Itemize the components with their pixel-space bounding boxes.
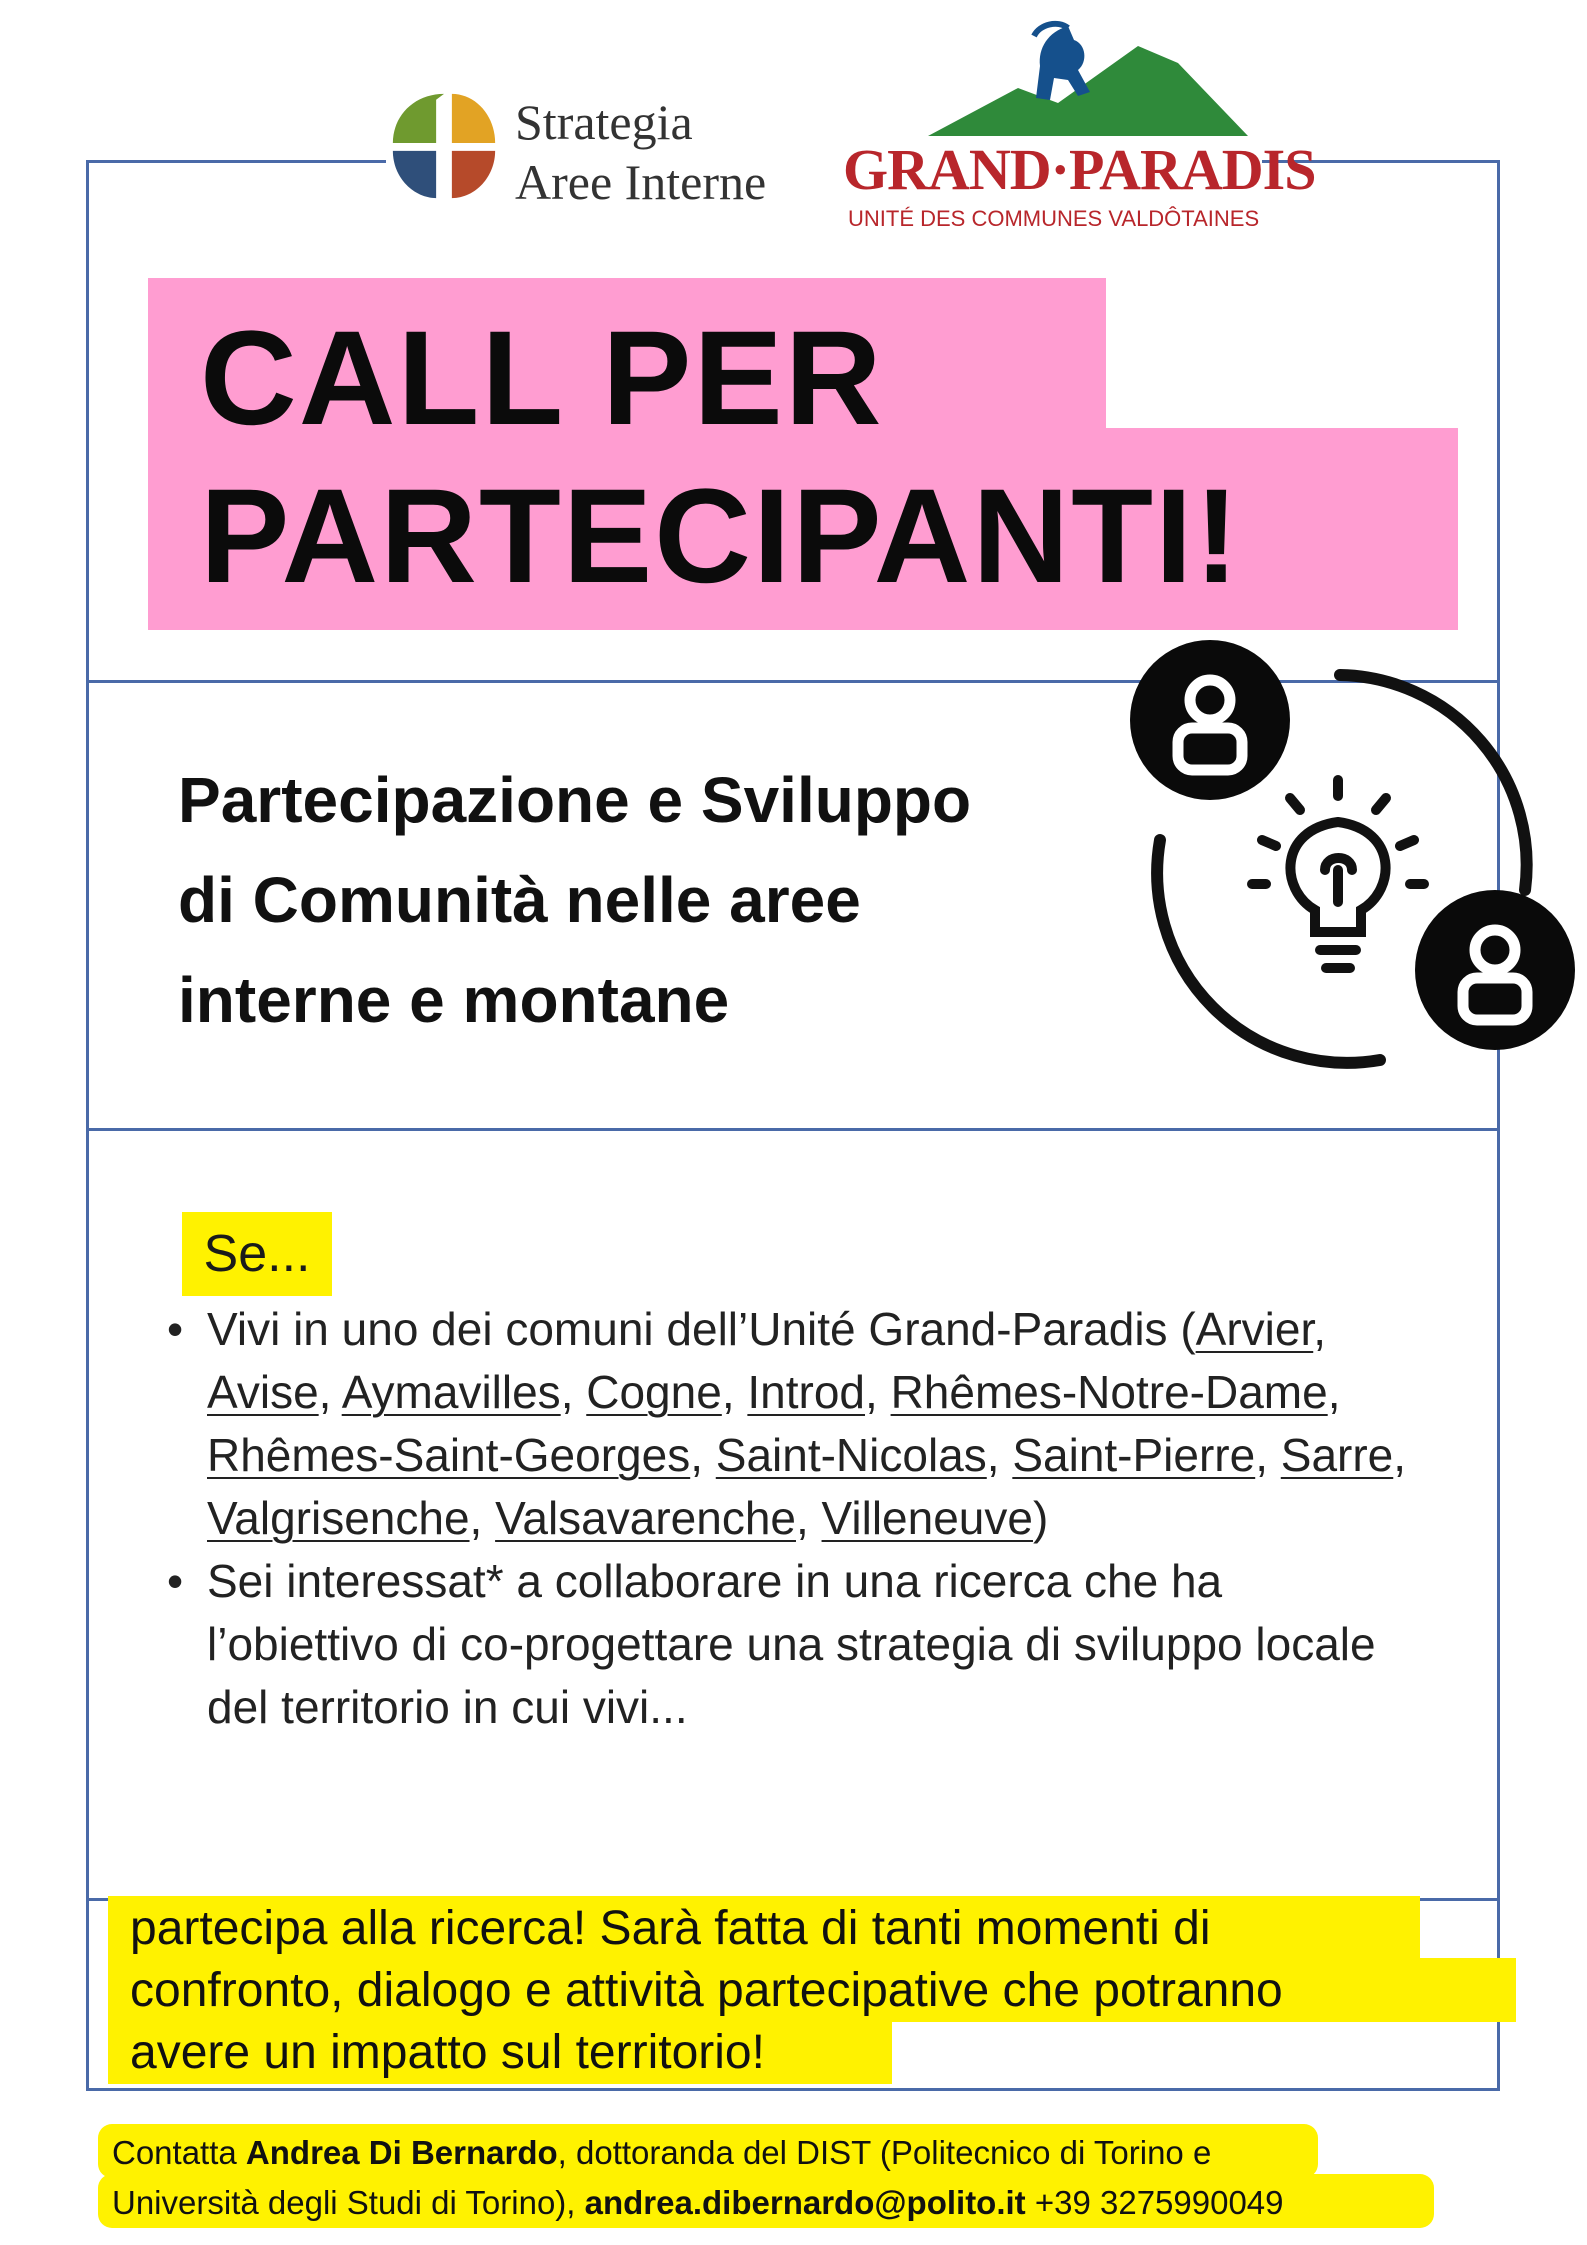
- conditions-list: [165, 1298, 1425, 1739]
- person-icon: [1130, 640, 1290, 800]
- community-ideas-illustration: [1120, 640, 1587, 1090]
- headline-line2: PARTECIPANTI!: [200, 462, 1241, 611]
- mountain-ibex-icon: [928, 18, 1248, 138]
- orbit-arc-icon: [1340, 675, 1527, 890]
- subtitle-line2: di Comunità nelle aree: [178, 864, 861, 936]
- list-item: • Sei interessat* a collaborare in una ricerca che ha l’obiettivo di co-progettare una strategia di sviluppo locale del territorio in cui vivi...: [165, 1550, 1425, 1739]
- contact-line1: Contatta Andrea Di Bernardo, dottoranda del DIST (Politecnico di Torino e: [112, 2134, 1212, 2171]
- contact-phone[interactable]: +39 3275990049: [1025, 2184, 1284, 2221]
- frame-left: [86, 160, 89, 2090]
- town-link[interactable]: Avise: [207, 1366, 319, 1418]
- lightbulb-icon: [1252, 780, 1424, 968]
- cta-line1: partecipa alla ricerca! Sarà fatta di tanti momenti di: [130, 1902, 1211, 1955]
- divider-2: [86, 1128, 1500, 1131]
- sai-logo-line2: Aree Interne: [515, 154, 767, 210]
- town-link[interactable]: Rhêmes-Saint-Georges: [207, 1429, 691, 1481]
- cta-line2: confronto, dialogo e attività partecipative che potranno: [130, 1964, 1283, 2017]
- frame-top-left: [86, 160, 386, 163]
- strategia-aree-interne-logo: [385, 72, 795, 232]
- headline-line1: CALL PER: [200, 304, 884, 453]
- frame-bottom: [86, 2088, 1500, 2091]
- town-link[interactable]: Sarre: [1280, 1429, 1394, 1481]
- person-icon: [1415, 890, 1575, 1050]
- town-link[interactable]: Saint-Pierre: [1012, 1429, 1256, 1481]
- town-link[interactable]: Introd: [747, 1366, 866, 1418]
- town-link[interactable]: Valsavarenche: [495, 1492, 796, 1544]
- contact-name: Andrea Di Bernardo: [245, 2134, 558, 2171]
- frame-right: [1497, 160, 1500, 2090]
- contact-line2: Università degli Studi di Torino), andrea.dibernardo@polito.it +39 3275990049: [112, 2184, 1284, 2221]
- grand-paradis-logo: [838, 18, 1316, 233]
- se-intro-badge: Se...: [182, 1212, 332, 1296]
- sai-logo-line1: Strategia: [515, 94, 693, 150]
- bullet1-prefix: Vivi in uno dei comuni dell’Unité Grand-Paradis (: [207, 1303, 1196, 1355]
- bullet1-suffix: ): [1032, 1492, 1049, 1544]
- subtitle-line1: Partecipazione e Sviluppo: [178, 764, 972, 836]
- town-link[interactable]: Villeneuve: [821, 1492, 1033, 1544]
- town-link[interactable]: Aymavilles: [341, 1366, 561, 1418]
- town-link[interactable]: Arvier: [1195, 1303, 1314, 1355]
- subtitle: [178, 750, 971, 1050]
- subtitle-line3: interne e montane: [178, 964, 730, 1036]
- cta-line3: avere un impatto sul territorio!: [130, 2026, 765, 2079]
- list-item: • Vivi in uno dei comuni dell’Unité Grand-Paradis (Arvier, Avise, Aymavilles, Cogne, Introd, Rhêmes-Notre-Dame, Rhêmes-Saint-Georges, Saint-Nicolas, Saint-Pierre, Sarre, Valgrisenche, Valsavarenche, Villeneuve): [165, 1298, 1425, 1550]
- gp-logo-title: GRAND·PARADIS: [843, 137, 1316, 202]
- contact-email[interactable]: andrea.dibernardo@polito.it: [584, 2184, 1026, 2221]
- contact-info: [112, 2128, 1284, 2228]
- sai-logo-mark-icon: [385, 86, 503, 204]
- town-link[interactable]: Saint-Nicolas: [715, 1429, 987, 1481]
- town-link[interactable]: Cogne: [586, 1366, 722, 1418]
- town-link[interactable]: Rhêmes-Notre-Dame: [890, 1366, 1328, 1418]
- call-to-action: [130, 1898, 1283, 2084]
- gp-logo-subtitle: UNITÉ DES COMMUNES VALDÔTAINES: [848, 206, 1260, 231]
- headline: [200, 300, 1241, 616]
- town-link[interactable]: Valgrisenche: [207, 1492, 470, 1544]
